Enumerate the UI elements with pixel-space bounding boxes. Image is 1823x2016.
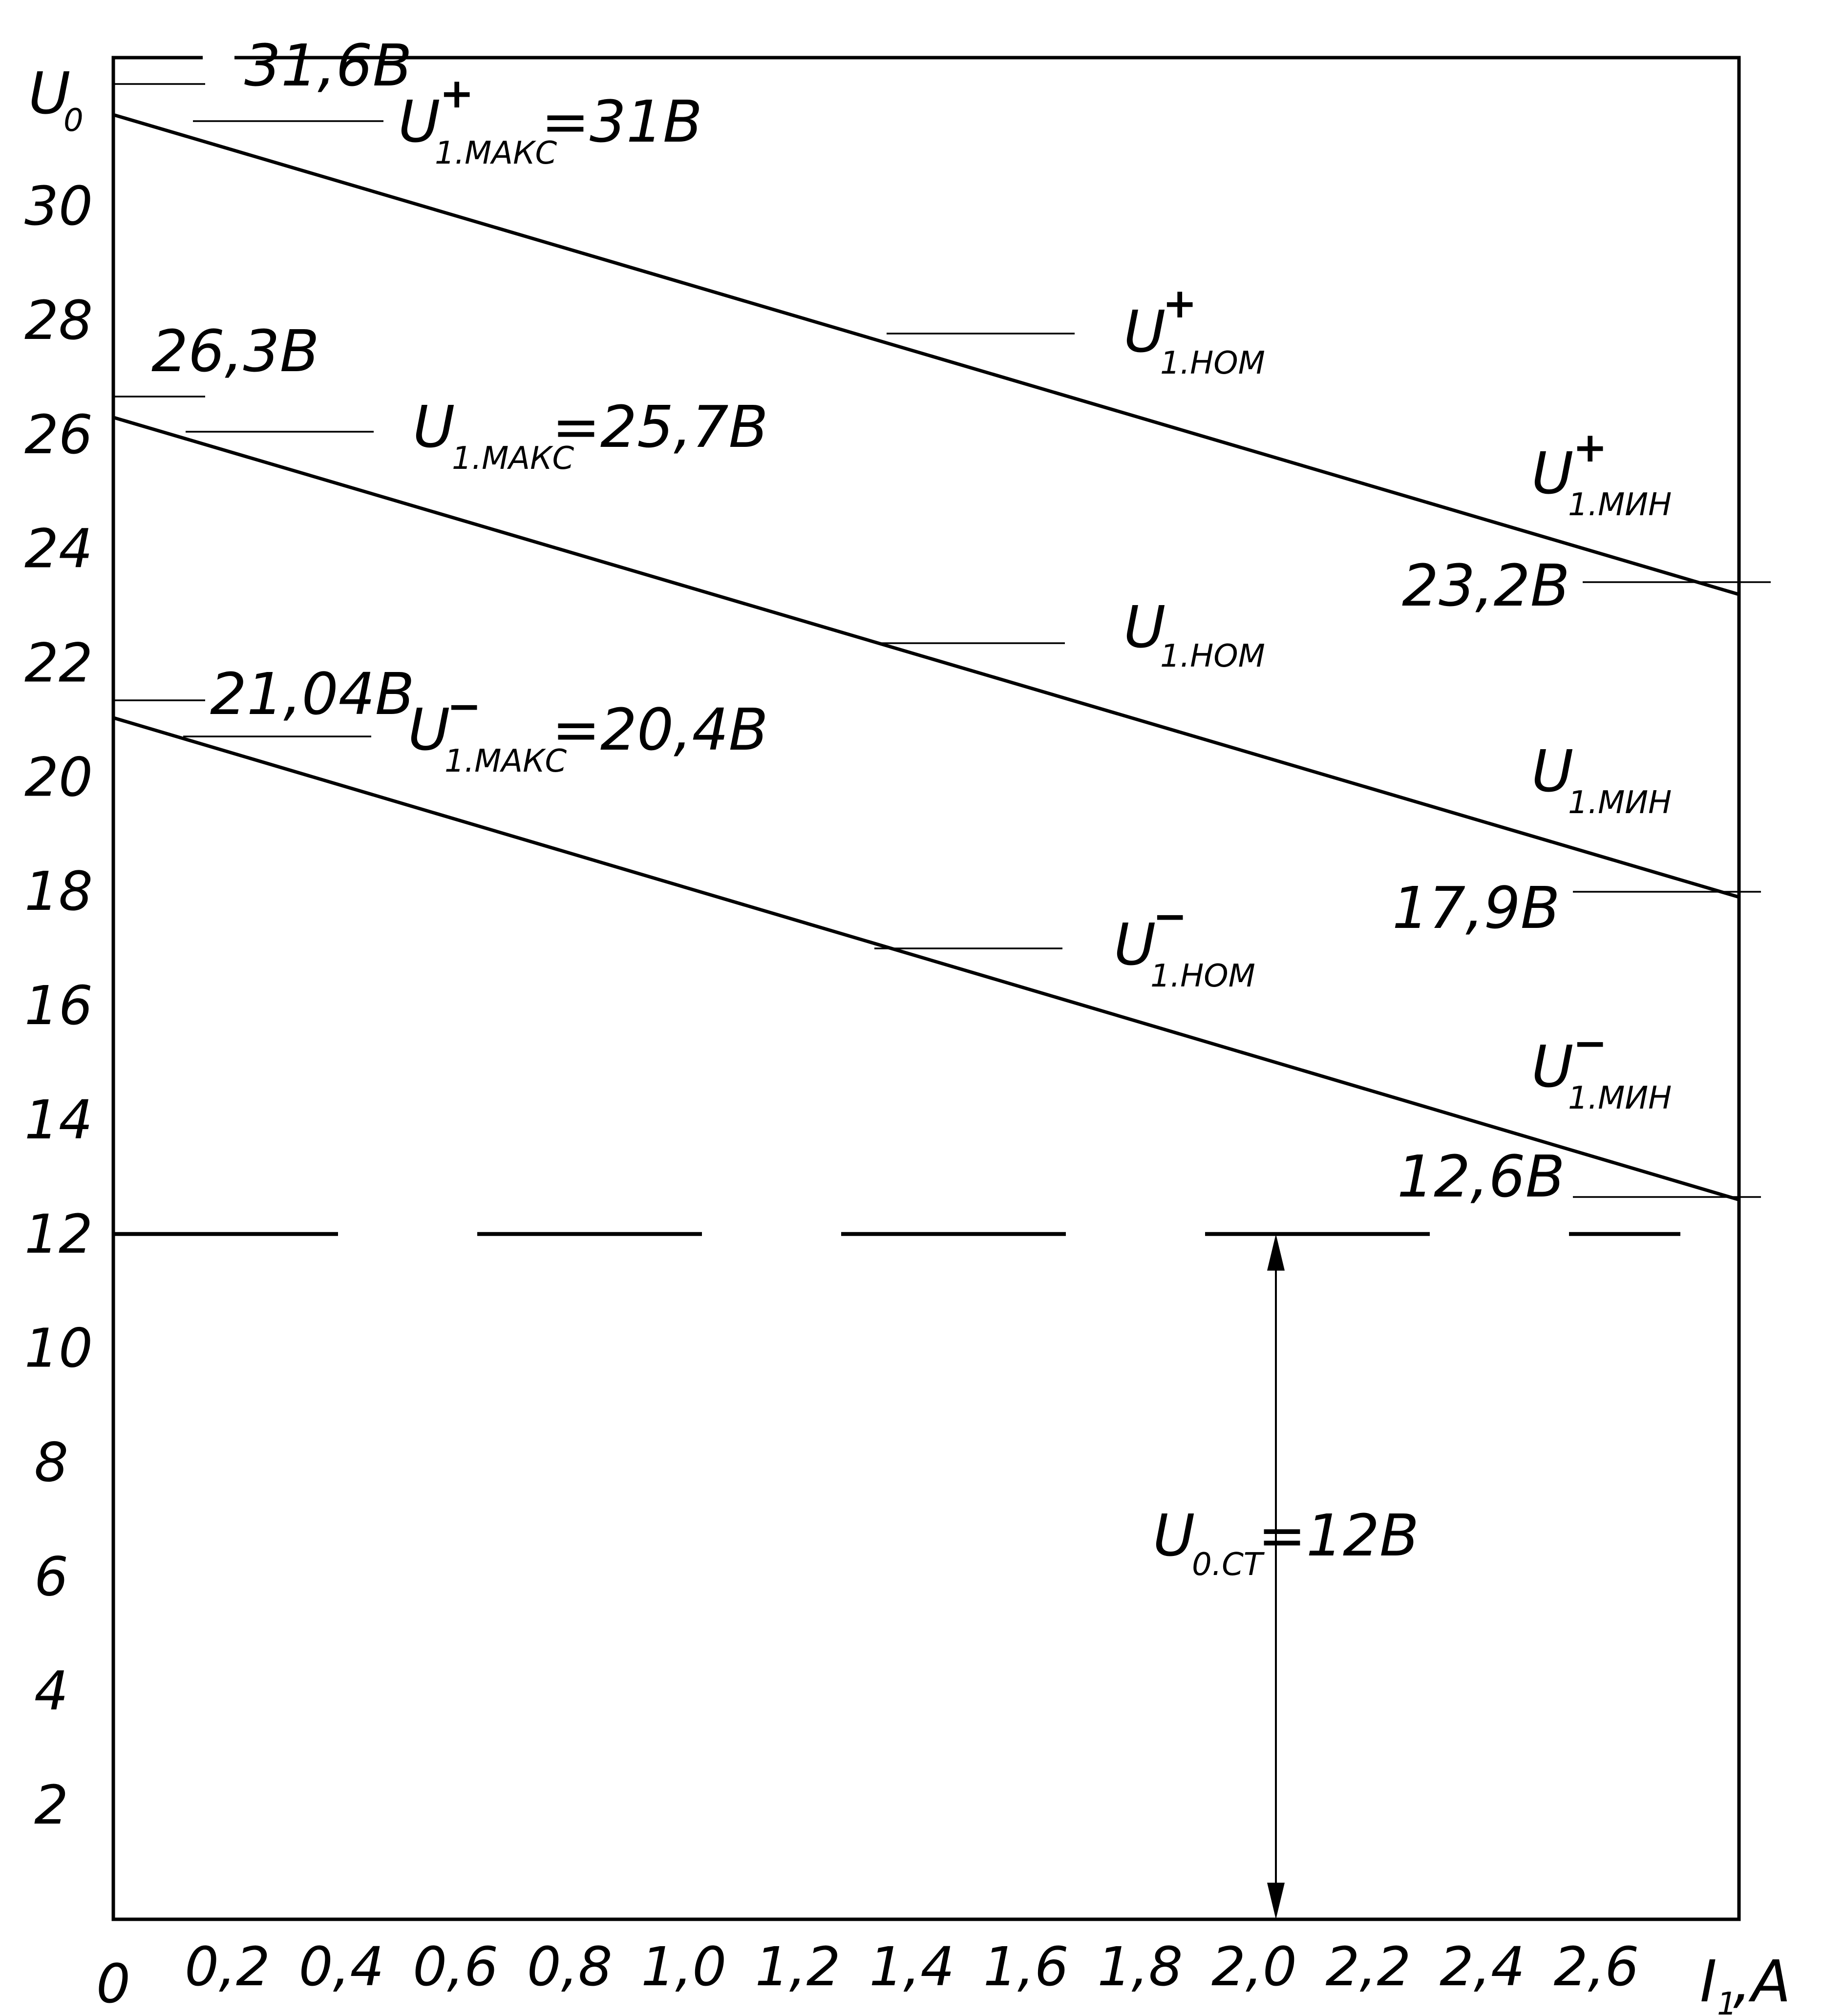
series-layer — [113, 115, 1739, 1200]
svg-text:U: U — [1153, 1502, 1195, 1569]
label-u1-nom-plus — [1123, 279, 1265, 381]
label-u1-max-plus — [398, 69, 702, 171]
svg-text:−: − — [1153, 892, 1187, 940]
svg-text:U: U — [1531, 737, 1574, 805]
y-tick-label: 2 — [34, 1774, 68, 1837]
svg-text:U: U — [398, 88, 441, 155]
svg-text:0.СТ: 0.СТ — [1192, 1547, 1263, 1583]
svg-text:1.МИН: 1.МИН — [1568, 1080, 1672, 1116]
annot-end-top: 23,2В — [1402, 552, 1570, 619]
y-tick-label: 4 — [34, 1659, 68, 1722]
label-u1-max-minus — [408, 682, 768, 779]
svg-text:U: U — [1114, 911, 1156, 978]
y-tick-label: 28 — [24, 289, 93, 352]
annot-start-mid: 26,3В — [151, 317, 319, 385]
x-tick-label: 1,8 — [1097, 1935, 1183, 1998]
label-u1-nom — [1123, 593, 1265, 674]
svg-text:1.МАКС: 1.МАКС — [452, 441, 574, 477]
y-tick-label: 12 — [24, 1202, 93, 1265]
svg-text:1.НОМ: 1.НОМ — [1160, 345, 1265, 381]
y-tick-label: 20 — [24, 746, 93, 809]
svg-text:=31В: =31В — [541, 88, 702, 155]
series-line-3 — [113, 718, 1739, 1200]
x-axis-label-unit: ,A — [1733, 1948, 1791, 2015]
x-tick-label: 2,4 — [1440, 1935, 1525, 1998]
dimension-arrow-head-down — [1267, 1883, 1285, 1919]
x-tick-label: 2,6 — [1553, 1935, 1639, 1998]
y-tick-label: 16 — [24, 974, 93, 1037]
svg-text:1.МИН: 1.МИН — [1568, 487, 1672, 523]
svg-text:U: U — [1123, 593, 1166, 661]
svg-text:−: − — [447, 682, 482, 730]
x-tick-label: 0,4 — [298, 1935, 384, 1998]
y-axis-label: U — [28, 60, 71, 127]
x-tick-label: 1,6 — [983, 1935, 1069, 1998]
label-u0-st — [1153, 1502, 1419, 1583]
y-tick-labels — [24, 175, 93, 1836]
annot-end-mid: 17,9В — [1392, 874, 1560, 942]
x-tick-label: 0,2 — [185, 1935, 271, 1998]
y-tick-label: 14 — [24, 1088, 93, 1151]
y-tick-label: 6 — [34, 1545, 68, 1608]
svg-text:1.НОМ: 1.НОМ — [1150, 958, 1255, 994]
y-tick-label: 10 — [24, 1317, 93, 1380]
y-tick-label: 18 — [24, 860, 93, 923]
y-axis-label-sub: 0 — [64, 103, 84, 139]
svg-text:U: U — [413, 393, 455, 461]
label-u1-max — [413, 393, 768, 477]
svg-text:U: U — [408, 696, 450, 763]
svg-text:1.МИН: 1.МИН — [1568, 785, 1672, 821]
plot-frame — [113, 58, 1739, 1919]
x-tick-label: 1,0 — [641, 1935, 727, 1998]
y-tick-label: 30 — [24, 175, 93, 238]
dimension-arrow-u0st — [1267, 1234, 1285, 1919]
x-tick-label: 0 — [96, 1953, 130, 2015]
label-u1-min-minus — [1531, 1019, 1672, 1116]
svg-text:U: U — [1531, 440, 1574, 507]
svg-text:1.МАКС: 1.МАКС — [445, 743, 567, 779]
label-u1-nom-minus — [1114, 892, 1255, 994]
y-tick-label: 8 — [34, 1431, 68, 1494]
x-tick-label: 2,2 — [1325, 1935, 1411, 1998]
x-tick-label: 1,4 — [869, 1935, 955, 1998]
annot-end-low: 12,6В — [1397, 1143, 1565, 1210]
svg-text:U: U — [1123, 298, 1166, 365]
annot-top-value: 31,6В — [244, 32, 412, 99]
svg-text:1.НОМ: 1.НОМ — [1160, 638, 1265, 674]
svg-text:=25,7В: =25,7В — [552, 393, 768, 461]
series-line-1 — [113, 115, 1739, 594]
annot-start-low: 21,04В — [210, 660, 415, 728]
label-u1-min — [1531, 737, 1672, 821]
y-tick-label: 24 — [24, 517, 93, 580]
x-tick-label: 0,8 — [527, 1935, 613, 1998]
y-tick-label: 26 — [24, 403, 93, 466]
svg-text:+: + — [1163, 279, 1197, 327]
x-tick-labels — [96, 1935, 1639, 2015]
x-axis-label: I — [1700, 1948, 1717, 2015]
svg-text:=12В: =12В — [1258, 1502, 1419, 1569]
svg-text:+: + — [1573, 423, 1608, 471]
svg-text:1.МАКС: 1.МАКС — [435, 135, 557, 171]
series-line-2 — [113, 418, 1739, 897]
x-tick-label: 1,2 — [755, 1935, 841, 1998]
x-axis-label-sub: 1 — [1717, 1986, 1737, 2016]
svg-text:U: U — [1531, 1033, 1574, 1100]
svg-text:−: − — [1573, 1019, 1608, 1067]
svg-text:+: + — [440, 69, 474, 117]
y-tick-label: 22 — [24, 631, 93, 694]
x-tick-label: 0,6 — [413, 1935, 499, 1998]
svg-text:=20,4В: =20,4В — [552, 696, 768, 763]
label-u1-min-plus — [1531, 423, 1672, 523]
x-tick-label: 2,0 — [1211, 1935, 1297, 1998]
dimension-arrow-head-up — [1267, 1234, 1285, 1271]
